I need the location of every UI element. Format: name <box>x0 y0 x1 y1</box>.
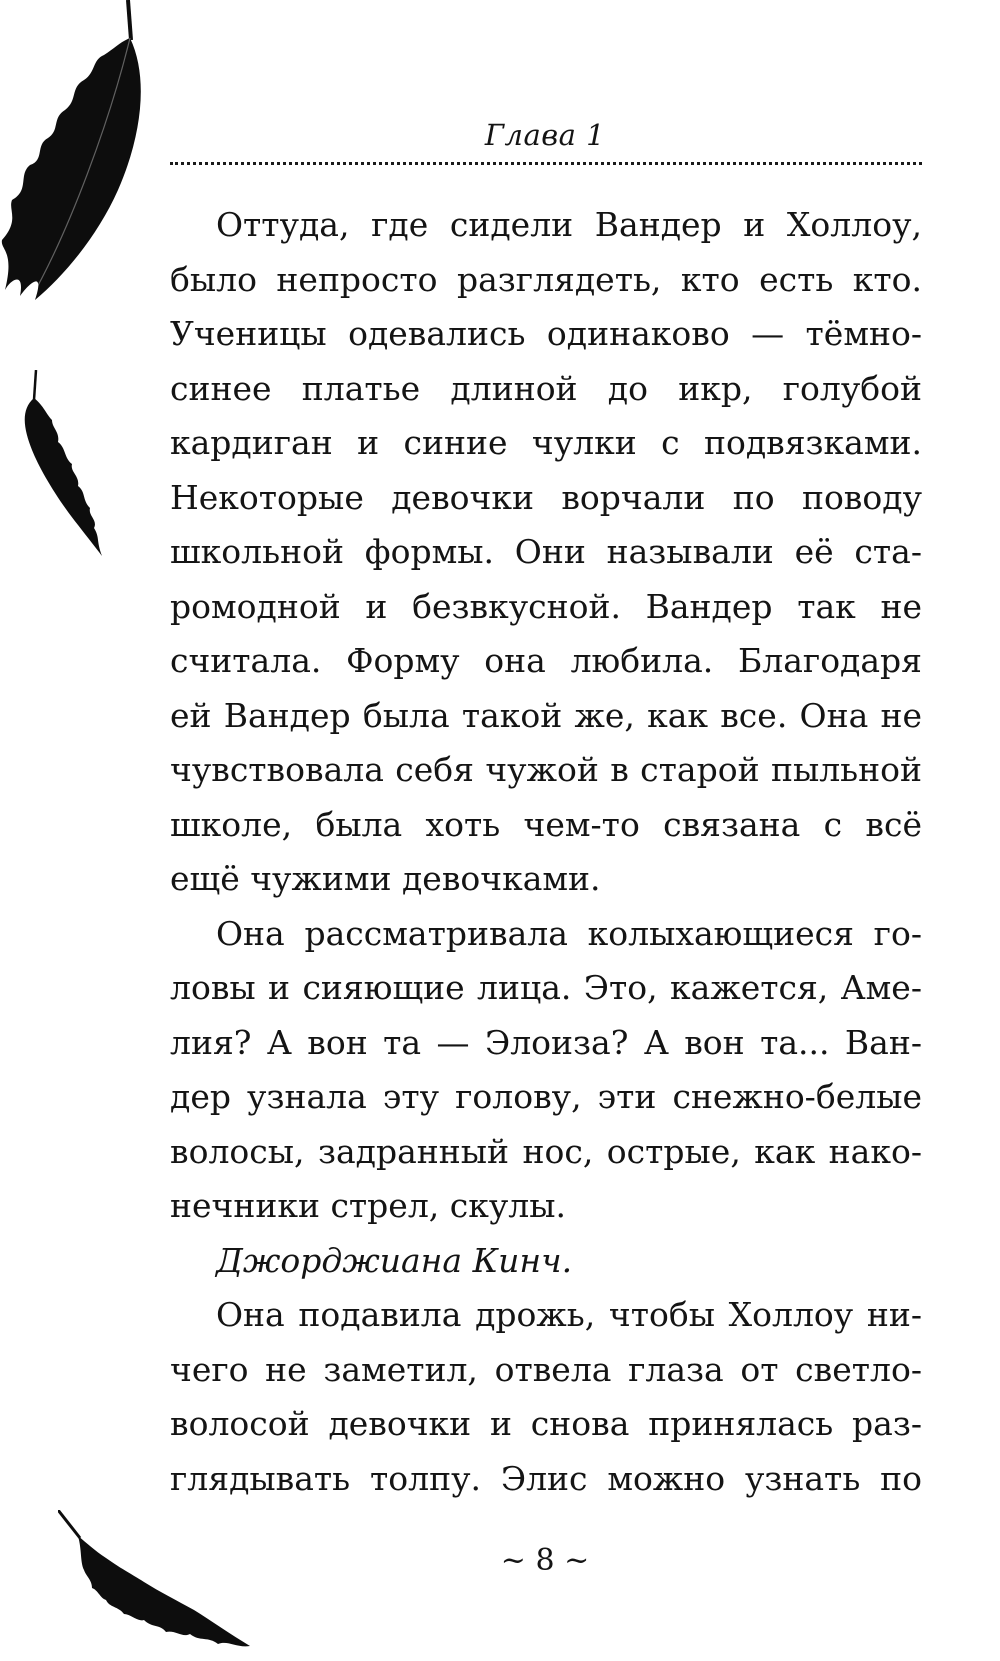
header-divider <box>170 162 922 165</box>
text-line: Ученицы одевались одинаково — тёмно- <box>170 314 922 353</box>
feather-icon <box>0 0 150 310</box>
text-line: Некоторые девочки ворчали по поводу <box>170 477 922 517</box>
text-line-italic: Джорджиана Кинч. <box>216 1240 573 1280</box>
text-line: чего не заметил, отвела глаза от светло- <box>170 1349 922 1389</box>
text-line: глядывать толпу. Элис можно узнать по <box>170 1458 922 1498</box>
text-line: ромодной и безвкусной. Вандер так не <box>170 586 922 626</box>
text-line: школе, была хоть чем-то связана с всё <box>170 804 922 844</box>
body-text <box>170 198 922 1506</box>
text-line: волосы, задранный нос, острые, как нако- <box>170 1131 922 1171</box>
text-line: ещё чужими девочками. <box>170 859 601 898</box>
text-line: Она рассматривала колыхающиеся го- <box>216 913 922 953</box>
text-line: ей Вандер была такой же, как все. Она не <box>170 695 922 735</box>
text-line: лия? А вон та — Элоиза? А вон та... Ван- <box>170 1022 922 1062</box>
feather-icon <box>58 1510 258 1661</box>
text-line: Она подавила дрожь, чтобы Холлоу ни- <box>216 1295 922 1334</box>
running-head: Глава 1 <box>484 118 606 152</box>
text-line: синее платье длиной до икр, голубой <box>170 368 922 408</box>
text-line: Оттуда, где сидели Вандер и Холлоу, <box>216 205 922 244</box>
text-line: было непросто разглядеть, кто есть кто. <box>170 259 922 299</box>
text-line: нечники стрел, скулы. <box>170 1186 567 1225</box>
text-line: считала. Форму она любила. Благодаря <box>170 641 922 680</box>
text-line: дер узнала эту голову, эти снежно-белые <box>170 1077 922 1116</box>
text-line: школьной формы. Они называли её ста- <box>170 532 922 571</box>
text-line: кардиган и синие чулки с подвязками. <box>170 423 922 462</box>
text-line: чувствовала себя чужой в старой пыльной <box>170 750 922 789</box>
page-number: ~ 8 ~ <box>500 1543 590 1578</box>
text-line: волосой девочки и снова принялась раз- <box>170 1404 922 1443</box>
text-line: ловы и сияющие лица. Это, кажется, Аме- <box>170 968 922 1007</box>
feather-icon <box>18 370 108 560</box>
